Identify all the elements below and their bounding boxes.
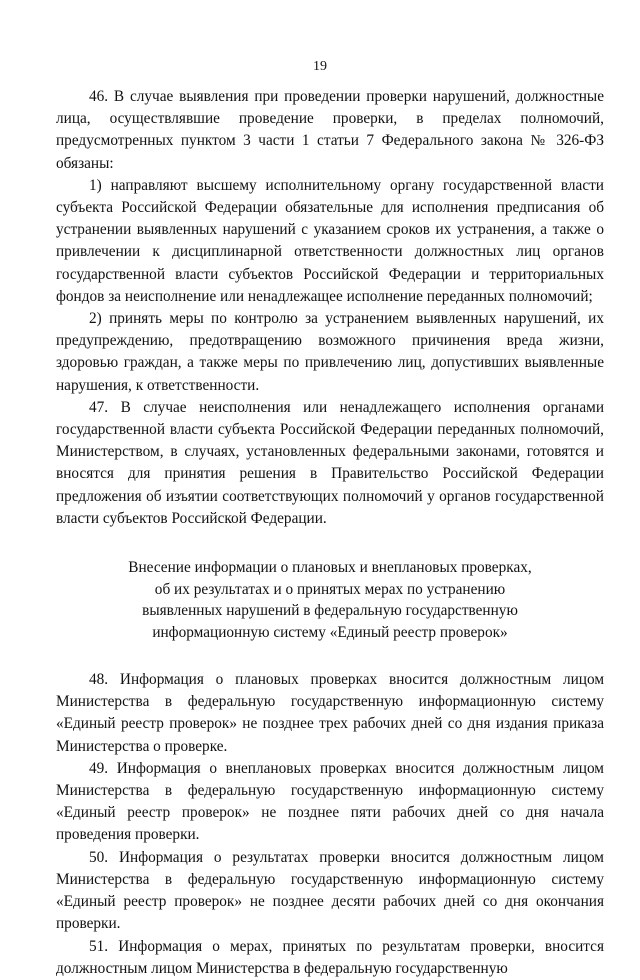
paragraph-48: 48. Информация о плановых проверках вносится должностным лицом Министерства в федеральную государственную информационную систему «Единый реестр проверок» не позднее трех рабочих дней со дня издания приказа Министерства о проверке. — [56, 671, 604, 755]
section-heading-line: информационную систему «Единый реестр проверок» — [152, 623, 508, 641]
section-heading-line: об их результатах и о принятых мерах по устранению — [154, 580, 506, 598]
paragraph-49: 49. Информация о внеплановых проверках вносится должностным лицом Министерства в федеральную государственную информационную систему «Единый реестр проверок» не позднее пяти рабочих дней со дня начала проведения проверки. — [56, 759, 604, 844]
section-heading-line: Внесение информации о плановых и внеплановых проверках, — [128, 559, 532, 577]
paragraph-46-item-2: 2) принять меры по контролю за устранением выявленных нарушений, их предупреждению, предотвращению возможного причинения вреда жизни, здоровью граждан, а также меры по привлечению лиц, допустивших выявленные нарушения, к ответственности. — [56, 310, 604, 394]
paragraph-51: 51. Информация о мерах, принятых по результатам проверки, вносится должностным лицом Министерства в федеральную государственную — [56, 937, 604, 977]
paragraph-50: 50. Информация о результатах проверки вносится должностным лицом Министерства в федеральную государственную информационную систему «Единый реестр проверок» не позднее десяти рабочих дней со дня окончания проверки. — [56, 848, 604, 933]
paragraph-46-item-1: 1) направляют высшему исполнительному органу государственной власти субъекта Российской Федерации обязательные для исполнения предписания об устранении выявленных нарушений с указанием сроков их устранения, а также о привлечении к дисциплинарной ответственности должностных лиц органов государственной власти субъектов Российской Федерации и территориальных фондов за неисполнение или ненадлежащее исполнение переданных полномочий; — [56, 176, 604, 305]
paragraph-46: 46. В случае выявления при проведении проверки нарушений, должностные лица, осуществлявшие проведение проверки, в пределах полномочий, предусмотренных пунктом 3 части 1 статьи 7 Федерального закона № 326-ФЗ обязаны: — [56, 88, 604, 172]
paragraph-47: 47. В случае неисполнения или ненадлежащего исполнения органами государственной власти субъекта Российской Федерации переданных полномочий, Министерством, в случаях, установленных федеральными законами, готовятся и вносятся для принятия решения в Правительство Российской Федерации предложения об изъятии соответствующих полномочий у органов государственной власти субъектов Российской Федерации. — [56, 398, 604, 527]
section-heading-line: выявленных нарушений в федеральную государственную — [142, 602, 518, 620]
section-heading — [56, 557, 604, 643]
document-body — [56, 86, 604, 980]
page-number: 19 — [313, 59, 327, 74]
